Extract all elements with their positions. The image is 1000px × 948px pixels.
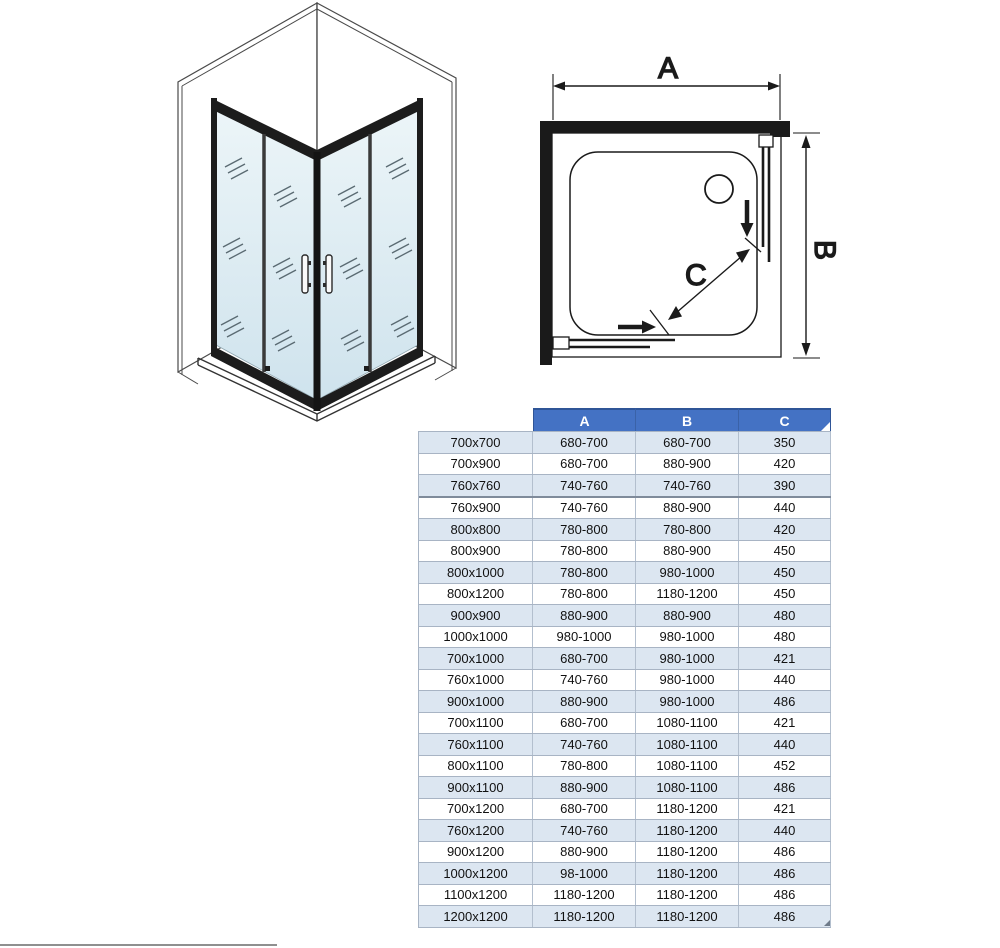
c-cell: 486: [739, 885, 831, 906]
a-cell: 740-760: [533, 475, 636, 496]
a-cell: 1180-1200: [533, 885, 636, 906]
c-cell: 486: [739, 863, 831, 884]
header-spacer: [418, 408, 533, 431]
c-cell: 480: [739, 627, 831, 648]
right-sliding-door-panels: [317, 98, 423, 411]
a-cell: 880-900: [533, 777, 636, 798]
a-cell: 98-1000: [533, 863, 636, 884]
b-cell: 1180-1200: [636, 863, 739, 884]
size-cell: 700x1200: [419, 799, 533, 820]
a-cell: 680-700: [533, 648, 636, 669]
table-row: [419, 885, 831, 907]
horizontal-scrollbar-fragment[interactable]: [0, 944, 277, 946]
c-cell: 480: [739, 605, 831, 626]
b-cell: 880-900: [636, 541, 739, 562]
table-row: [419, 519, 831, 541]
a-cell: 880-900: [533, 691, 636, 712]
a-cell: 740-760: [533, 498, 636, 519]
right-door-panels: [759, 135, 773, 262]
c-cell: 421: [739, 713, 831, 734]
c-cell: 452: [739, 756, 831, 777]
size-cell: 900x1100: [419, 777, 533, 798]
size-cell: 700x900: [419, 454, 533, 475]
b-cell: 980-1000: [636, 691, 739, 712]
c-cell: 450: [739, 541, 831, 562]
c-cell: 420: [739, 519, 831, 540]
table-row: [419, 475, 831, 498]
a-cell: 740-760: [533, 734, 636, 755]
c-cell: 421: [739, 799, 831, 820]
c-cell: 390: [739, 475, 831, 496]
table-resize-mark: [824, 920, 830, 926]
a-cell: 980-1000: [533, 627, 636, 648]
size-cell: 900x900: [419, 605, 533, 626]
table-row: [419, 906, 831, 928]
b-cell: 1080-1100: [636, 734, 739, 755]
enclosure-outline: [552, 133, 781, 357]
isometric-shower-drawing: [170, 0, 480, 435]
size-cell: 700x1100: [419, 713, 533, 734]
a-cell: 740-760: [533, 670, 636, 691]
table-row: [419, 842, 831, 864]
a-cell: 880-900: [533, 605, 636, 626]
c-cell: 421: [739, 648, 831, 669]
b-cell: 980-1000: [636, 562, 739, 583]
c-cell: 450: [739, 584, 831, 605]
size-cell: 760x1200: [419, 820, 533, 841]
table-row: [419, 734, 831, 756]
header-col-b: B: [636, 408, 739, 431]
b-cell: 1080-1100: [636, 713, 739, 734]
shower-head-icon: [705, 175, 733, 203]
c-cell: 440: [739, 734, 831, 755]
left-sliding-door-panels: [211, 98, 317, 411]
c-cell: 440: [739, 498, 831, 519]
size-cell: 700x700: [419, 432, 533, 453]
c-cell: 486: [739, 906, 831, 927]
c-cell: 486: [739, 777, 831, 798]
label-c: C: [685, 259, 707, 292]
label-a: A: [658, 52, 679, 85]
b-cell: 1080-1100: [636, 756, 739, 777]
c-cell: 440: [739, 670, 831, 691]
b-cell: 1180-1200: [636, 584, 739, 605]
size-cell: 1000x1200: [419, 863, 533, 884]
b-cell: 1180-1200: [636, 799, 739, 820]
table-row: [419, 432, 831, 454]
table-row: [419, 820, 831, 842]
table-row: [419, 562, 831, 584]
b-cell: 1180-1200: [636, 820, 739, 841]
a-cell: 780-800: [533, 519, 636, 540]
a-cell: 780-800: [533, 562, 636, 583]
b-cell: 740-760: [636, 475, 739, 496]
table-row: [419, 777, 831, 799]
size-cell: 1100x1200: [419, 885, 533, 906]
b-cell: 880-900: [636, 454, 739, 475]
size-table-header: [418, 408, 831, 431]
label-b: B: [808, 240, 841, 261]
a-cell: 740-760: [533, 820, 636, 841]
size-cell: 760x900: [419, 498, 533, 519]
table-row: [419, 605, 831, 627]
plan-walls: [540, 121, 790, 365]
a-cell: 680-700: [533, 799, 636, 820]
a-cell: 680-700: [533, 454, 636, 475]
size-table: [418, 408, 831, 928]
size-cell: 800x1200: [419, 584, 533, 605]
table-row: [419, 799, 831, 821]
table-row: [419, 713, 831, 735]
b-cell: 980-1000: [636, 627, 739, 648]
c-cell: 420: [739, 454, 831, 475]
b-cell: 680-700: [636, 432, 739, 453]
a-cell: 780-800: [533, 541, 636, 562]
a-cell: 680-700: [533, 713, 636, 734]
c-cell: 486: [739, 842, 831, 863]
a-cell: 1180-1200: [533, 906, 636, 927]
size-cell: 760x1000: [419, 670, 533, 691]
header-col-c: C: [739, 408, 831, 431]
b-cell: 1180-1200: [636, 842, 739, 863]
table-row: [419, 670, 831, 692]
a-cell: 680-700: [533, 432, 636, 453]
b-cell: 980-1000: [636, 670, 739, 691]
size-table-body: [418, 431, 831, 928]
c-cell: 486: [739, 691, 831, 712]
table-row: [419, 691, 831, 713]
table-row: [419, 863, 831, 885]
size-cell: 1200x1200: [419, 906, 533, 927]
size-cell: 800x1100: [419, 756, 533, 777]
size-cell: 760x1100: [419, 734, 533, 755]
c-cell: 450: [739, 562, 831, 583]
c-cell: 350: [739, 432, 831, 453]
table-row: [419, 627, 831, 649]
bottom-door-panels: [553, 337, 675, 349]
b-cell: 880-900: [636, 498, 739, 519]
b-cell: 980-1000: [636, 648, 739, 669]
table-row: [419, 756, 831, 778]
table-row: [419, 648, 831, 670]
a-cell: 780-800: [533, 756, 636, 777]
b-cell: 1180-1200: [636, 906, 739, 927]
b-cell: 1080-1100: [636, 777, 739, 798]
table-row: [419, 454, 831, 476]
size-cell: 760x760: [419, 475, 533, 496]
size-cell: 1000x1000: [419, 627, 533, 648]
b-cell: 880-900: [636, 605, 739, 626]
size-cell: 800x900: [419, 541, 533, 562]
header-col-a: A: [533, 408, 636, 431]
size-cell: 800x1000: [419, 562, 533, 583]
size-cell: 700x1000: [419, 648, 533, 669]
table-row: [419, 584, 831, 606]
a-cell: 880-900: [533, 842, 636, 863]
b-cell: 780-800: [636, 519, 739, 540]
table-row: [419, 541, 831, 563]
size-cell: 800x800: [419, 519, 533, 540]
size-cell: 900x1200: [419, 842, 533, 863]
c-cell: 440: [739, 820, 831, 841]
b-cell: 1180-1200: [636, 885, 739, 906]
plan-dimension-diagram: [530, 40, 875, 380]
table-row: [419, 498, 831, 520]
a-cell: 780-800: [533, 584, 636, 605]
size-cell: 900x1000: [419, 691, 533, 712]
